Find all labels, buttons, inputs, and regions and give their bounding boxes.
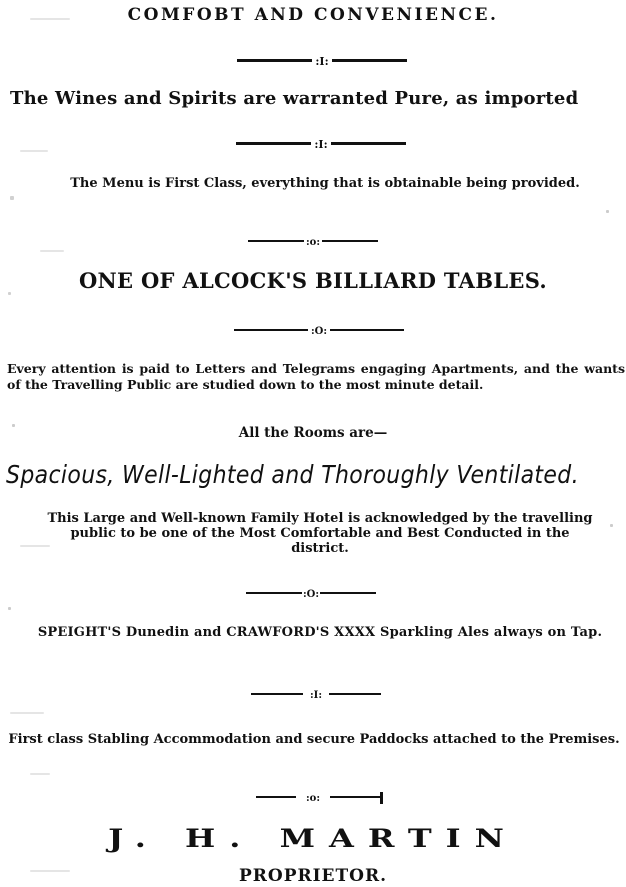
divider-rule bbox=[236, 138, 406, 150]
divider-mark: :I: bbox=[315, 55, 329, 67]
print-speck bbox=[30, 18, 70, 20]
divider-rule-graphic bbox=[248, 235, 378, 247]
menu-line: The Menu is First Class, everything that is obtainable being provided. bbox=[70, 176, 580, 191]
rooms-intro-line: All the Rooms are— bbox=[238, 425, 388, 441]
divider-rule-graphic bbox=[251, 688, 381, 700]
divider-rule-graphic bbox=[246, 587, 376, 599]
divider-mark: :O: bbox=[302, 589, 320, 599]
print-speck bbox=[20, 150, 48, 152]
divider-rule-graphic bbox=[236, 138, 406, 150]
divider-rule bbox=[251, 688, 381, 700]
family-hotel-line: This Large and Well-known Family Hotel is acknowledged by the travelling public to be one of the Most Comfortable and Best Conducted in the district. bbox=[47, 511, 593, 556]
print-speck bbox=[30, 773, 50, 775]
ales-on-tap-line: SPEIGHT'S Dunedin and CRAWFORD'S XXXX Sparkling Ales always on Tap. bbox=[37, 625, 603, 640]
divider-rule bbox=[246, 587, 376, 599]
letters-telegrams-line: Every attention is paid to Letters and Telegrams engaging Apartments, and the wants of the Travelling Public are studied down to the most minute detail. bbox=[7, 361, 625, 392]
print-speck bbox=[8, 292, 11, 295]
print-speck bbox=[10, 196, 14, 200]
print-speck bbox=[40, 250, 64, 252]
print-speck bbox=[10, 712, 44, 714]
divider-rule bbox=[237, 55, 407, 67]
stabling-line: First class Stabling Accommodation and secure Paddocks attached to the Premises. bbox=[8, 732, 620, 747]
divider-rule-graphic bbox=[256, 791, 386, 805]
divider-mark: :I: bbox=[314, 138, 328, 150]
divider-rule-graphic bbox=[237, 55, 407, 67]
proprietor-name: J. H. MARTIN bbox=[108, 822, 518, 854]
divider-rule-graphic bbox=[234, 324, 404, 336]
print-speck bbox=[610, 524, 613, 527]
divider-rule bbox=[256, 791, 386, 803]
divider-rule bbox=[248, 235, 378, 247]
print-speck bbox=[20, 545, 50, 547]
proprietor-title: PROPRIETOR. bbox=[238, 866, 388, 886]
divider-mark: :o: bbox=[305, 793, 321, 804]
divider-mark: :o: bbox=[305, 237, 321, 247]
divider-mark: :O: bbox=[310, 326, 328, 336]
heading-comfort-convenience: COMFOBT AND CONVENIENCE. bbox=[127, 5, 499, 25]
print-speck bbox=[8, 607, 11, 610]
print-speck bbox=[30, 870, 70, 872]
print-speck bbox=[12, 424, 15, 427]
divider-mark: :I: bbox=[309, 690, 323, 700]
print-speck bbox=[606, 210, 609, 213]
rooms-description-line: Spacious, Well-Lighted and Thoroughly Ventilated. bbox=[6, 460, 579, 489]
divider-rule bbox=[234, 324, 404, 336]
billiard-tables-line: ONE OF ALCOCK'S BILLIARD TABLES. bbox=[78, 268, 548, 293]
wines-spirits-line: The Wines and Spirits are warranted Pure, as imported bbox=[10, 88, 579, 109]
